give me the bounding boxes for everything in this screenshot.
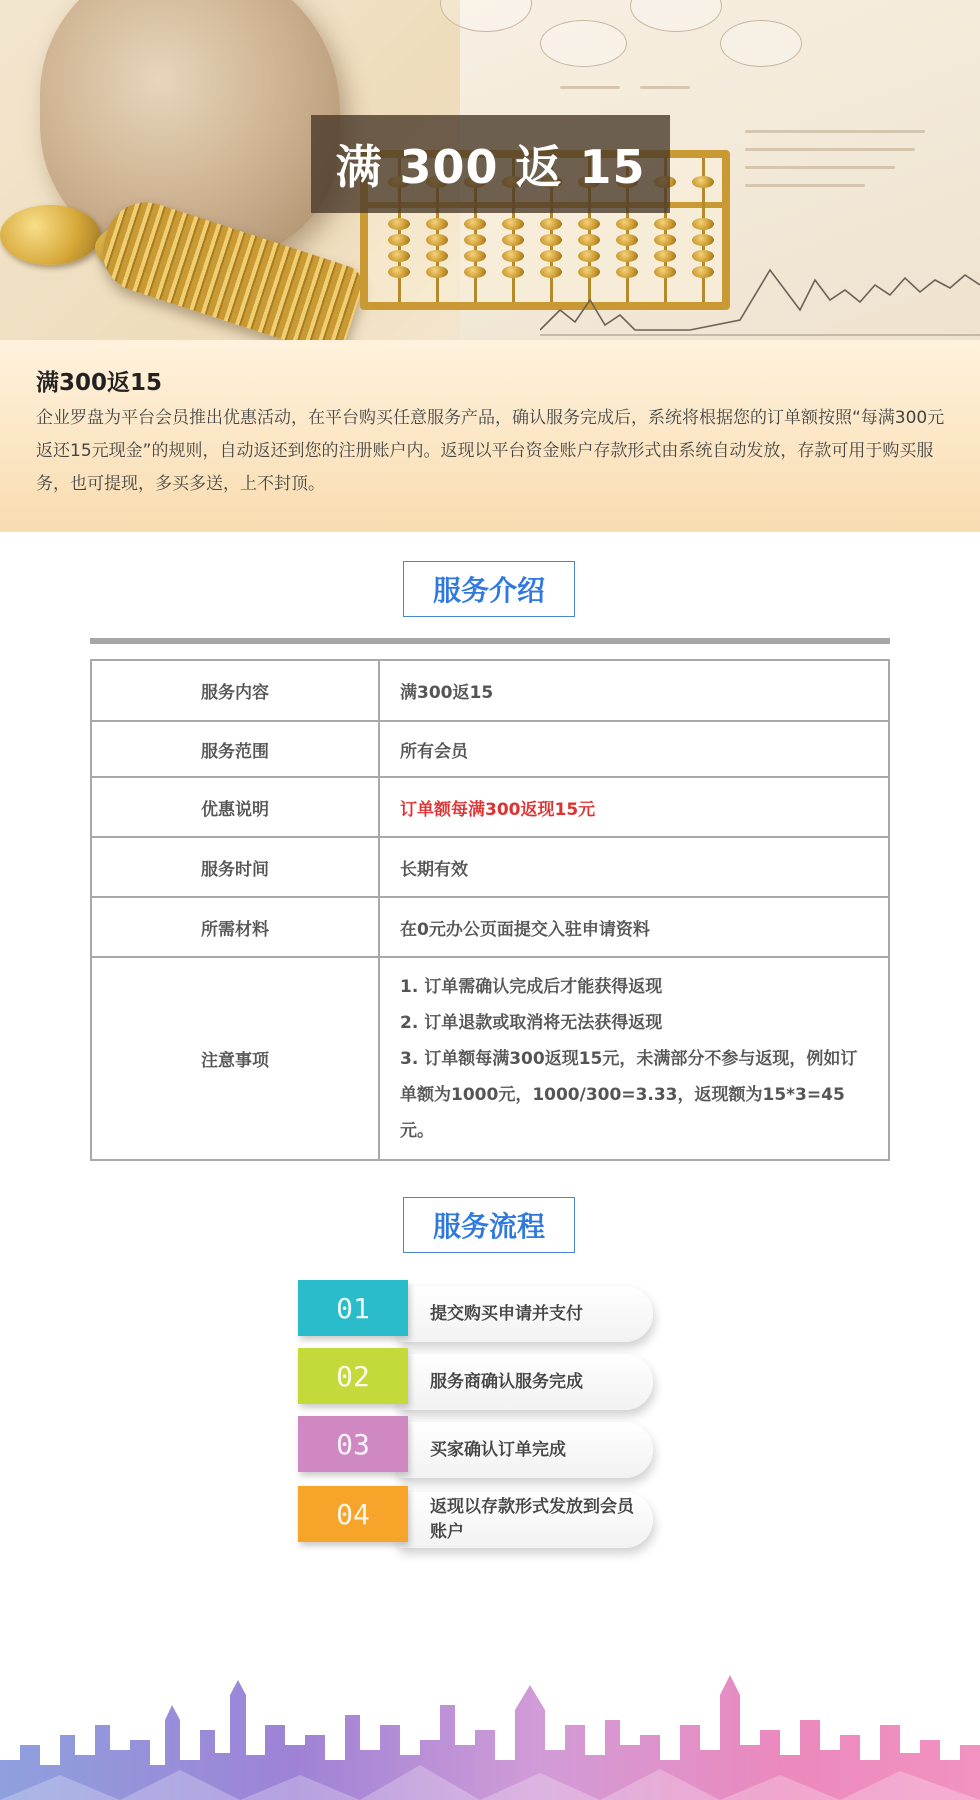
note-item: 2. 订单退款或取消将无法获得返现 — [400, 1012, 663, 1033]
hero-banner — [0, 0, 980, 340]
intro-heading: 满300返15 — [36, 370, 163, 396]
gold-coin-image — [0, 205, 100, 265]
process-step — [298, 1348, 653, 1410]
row-value: 所有会员 — [379, 721, 889, 777]
table-row-notes — [91, 957, 889, 1160]
decor-bubble — [720, 20, 802, 67]
decor-line — [560, 86, 620, 89]
row-value-highlight: 订单额每满300返现15元 — [379, 777, 889, 837]
process-step — [298, 1486, 653, 1548]
step-label: 买家确认订单完成 — [430, 1439, 566, 1460]
row-value: 满300返15 — [379, 660, 889, 721]
note-item: 1. 订单需确认完成后才能获得返现 — [400, 976, 663, 997]
promo-intro — [0, 340, 980, 532]
table-row — [91, 837, 889, 897]
row-label: 注意事项 — [91, 957, 379, 1160]
decor-bubble — [540, 20, 627, 67]
row-label: 服务时间 — [91, 837, 379, 897]
notes-cell — [379, 957, 889, 1160]
step-number: 01 — [298, 1280, 408, 1336]
step-number: 02 — [298, 1348, 408, 1404]
decor-line — [745, 148, 915, 151]
section-divider — [90, 638, 890, 644]
table-row — [91, 660, 889, 721]
step-label: 返现以存款形式发放到会员账户 — [430, 1497, 634, 1542]
decor-line — [745, 130, 925, 133]
row-label: 服务内容 — [91, 660, 379, 721]
table-row — [91, 721, 889, 777]
section-title-service-intro: 服务介绍 — [403, 561, 575, 617]
row-value: 长期有效 — [379, 837, 889, 897]
decor-line — [745, 166, 895, 169]
process-step — [298, 1280, 653, 1342]
step-number: 03 — [298, 1416, 408, 1472]
table-row — [91, 777, 889, 837]
notes-list — [380, 959, 888, 1159]
city-skyline-decoration — [0, 1665, 980, 1800]
row-value: 在0元办公页面提交入驻申请资料 — [379, 897, 889, 957]
intro-text: 企业罗盘为平台会员推出优惠活动，在平台购买任意服务产品，确认服务完成后，系统将根据您的订单额按照“每满300元返还15元现金”的规则，自动返还到您的注册账户内。返现以平台资金账户存款形式由系统自动发放，存款可用于购买服务，也可提现，多买多送，上不封顶。 — [36, 408, 945, 494]
hero-title: 满 300 返 15 — [335, 140, 646, 194]
section-title-process: 服务流程 — [403, 1197, 575, 1253]
process-step — [298, 1416, 653, 1478]
row-label: 所需材料 — [91, 897, 379, 957]
decor-line — [640, 86, 690, 89]
row-label: 优惠说明 — [91, 777, 379, 837]
row-label: 服务范围 — [91, 721, 379, 777]
note-item: 3. 订单额每满300返现15元，未满部分不参与返现，例如订单额为1000元，1000/300=3.33，返现额为15*3=45元。 — [400, 1048, 858, 1141]
step-label: 提交购买申请并支付 — [430, 1303, 583, 1324]
stock-chart-decoration — [540, 230, 980, 340]
hero-title-box — [311, 115, 670, 213]
step-label: 服务商确认服务完成 — [430, 1371, 583, 1392]
service-info-table — [90, 659, 890, 1161]
table-row — [91, 897, 889, 957]
step-number: 04 — [298, 1486, 408, 1542]
decor-line — [745, 184, 865, 187]
